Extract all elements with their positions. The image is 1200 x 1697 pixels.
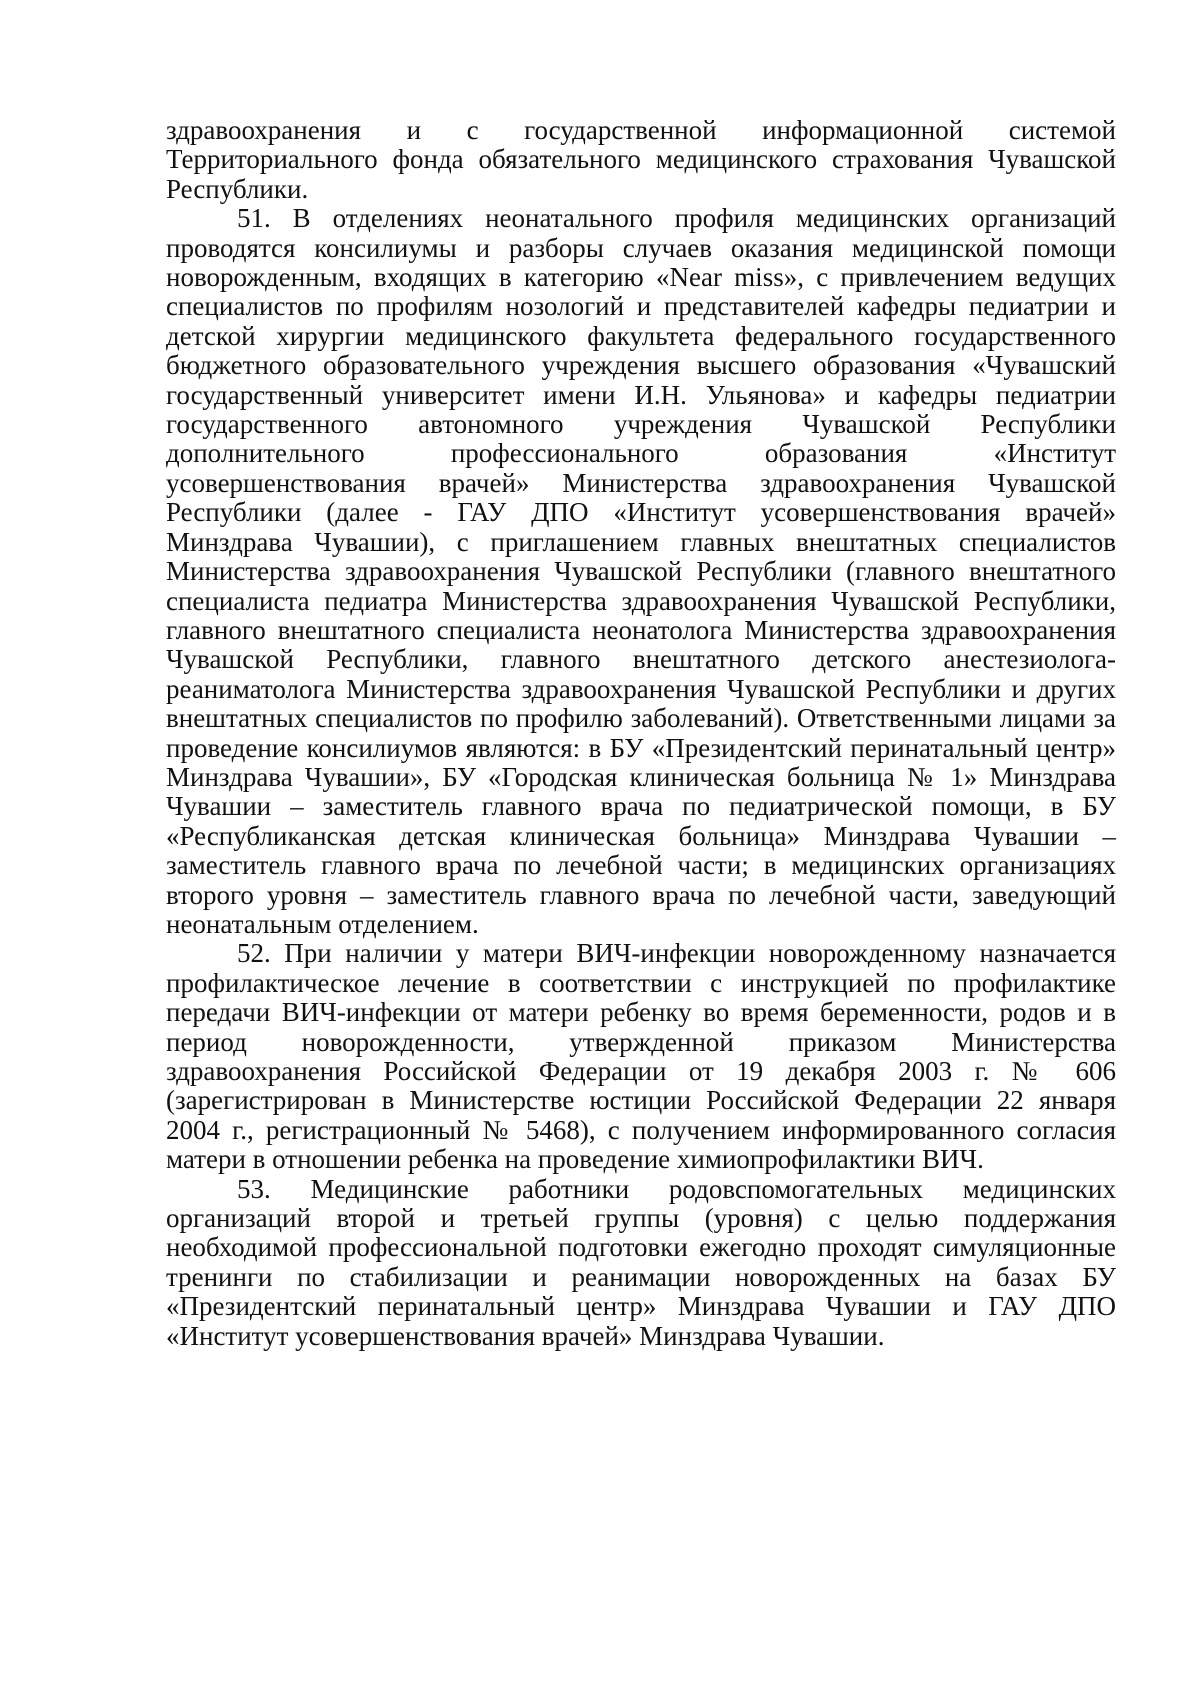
document-body [166, 116, 1116, 1351]
paragraph-continuation: здравоохранения и с государственной информационной системой Территориального фонда обязательного медицинского страхования Чувашской Республики. [166, 115, 1116, 204]
paragraph-item-53: 53. Медицинские работники родовспомогательных медицинских организаций второй и третьей группы (уровня) с целью поддержания необходимой профессиональной подготовки ежегодно проходят симуляционные тренинги по стабилизации и реанимации новорожденных на базах БУ «Президентский перинатальный центр» Минздрава Чувашии и ГАУ ДПО «Институт усовершенствования врачей» Минздрава Чувашии. [166, 1173, 1116, 1351]
paragraph-item-52: 52. При наличии у матери ВИЧ-инфекции новорожденному назначается профилактическое лечение в соответствии с инструкцией по профилактике передачи ВИЧ-инфекции от матери ребенку во время беременности, родов и в период новорожденности, утвержденной приказом Министерства здравоохранения Российской Федерации от 19 декабря 2003 г. № 606 (зарегистрирован в Министерстве юстиции Российской Федерации 22 января 2004 г., регистрационный № 5468), с получением информированного согласия матери в отношении ребенка на проведение химиопрофилактики ВИЧ. [166, 938, 1116, 1175]
paragraph-item-51: 51. В отделениях неонатального профиля медицинских организаций проводятся консилиумы и разборы случаев оказания медицинской помощи новорожденным, входящих в категорию «Near miss», с привлечением ведущих специалистов по профилям нозологий и представителей кафедры педиатрии и детской хирургии медицинского факультета федерального государственного бюджетного образовательного учреждения высшего образования «Чувашский государственный университет имени И.Н. Ульянова» и кафедры педиатрии государственного автономного учреждения Чувашской Республики дополнительного профессионального образования «Институт усовершенствования врачей» Министерства здравоохранения Чувашской Республики (далее - ГАУ ДПО «Институт усовершенствования врачей» Минздрава Чувашии), с приглашением главных внештатных специалистов Министерства здравоохранения Чувашской Республики (главного внештатного специалиста педиатра Министерства здравоохранения Чувашской Республики, главного внештатного специалиста неонатолога Министерства здравоохранения Чувашской Республики, главного внештатного детского анестезиолога-реаниматолога Министерства здравоохранения Чувашской Республики и других внештатных специалистов по профилю заболеваний). Ответственными лицами за проведение консилиумов являются: в БУ «Президентский перинатальный центр» Минздрава Чувашии», БУ «Городская клиническая больница № 1» Минздрава Чувашии – заместитель главного врача по педиатрической помощи, в БУ «Республиканская детская клиническая больница» Минздрава Чувашии – заместитель главного врача по лечебной части; в медицинских организациях второго уровня – заместитель главного врача по лечебной части, заведующий неонатальным отделением. [166, 203, 1116, 939]
